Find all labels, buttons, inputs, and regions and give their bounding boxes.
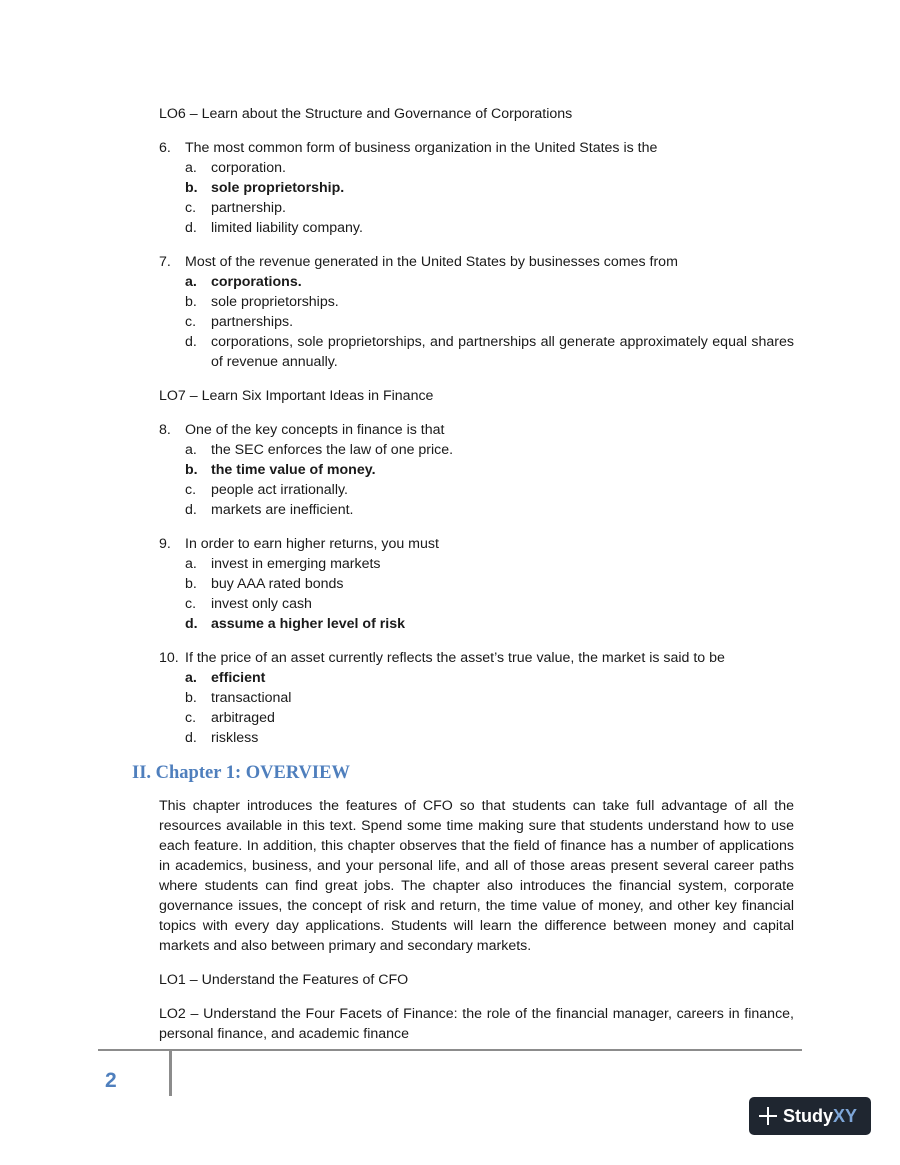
footer-vertical-divider <box>169 1051 172 1096</box>
option-text: sole proprietorships. <box>211 294 339 310</box>
question-stem <box>159 648 794 668</box>
option-text: corporation. <box>211 160 286 176</box>
option-d-correct <box>185 614 794 634</box>
option-text: limited liability company. <box>211 220 363 236</box>
option-text: the time value of money. <box>211 462 376 478</box>
option-text: assume a higher level of risk <box>211 616 405 632</box>
option-letter: a. <box>185 670 197 686</box>
question-text: In order to earn higher returns, you must <box>185 536 439 552</box>
option-text: riskless <box>211 730 259 746</box>
option-text: buy AAA rated bonds <box>211 576 344 592</box>
question-text: Most of the revenue generated in the United States by businesses comes from <box>185 254 678 270</box>
answer-options <box>159 554 794 634</box>
section-heading: II. Chapter 1: OVERVIEW <box>132 763 350 783</box>
option-letter: c. <box>185 200 197 216</box>
option-c <box>185 312 794 332</box>
question-6 <box>159 138 794 238</box>
option-letter: a. <box>185 160 197 176</box>
question-text: One of the key concepts in finance is that <box>185 422 445 438</box>
question-10 <box>159 648 794 748</box>
document-body <box>132 104 794 1058</box>
question-stem <box>159 420 794 440</box>
plus-icon <box>759 1107 777 1125</box>
option-letter: b. <box>185 180 198 196</box>
question-number: 9. <box>159 536 171 552</box>
option-d <box>185 728 794 748</box>
option-letter: c. <box>185 314 197 330</box>
option-text: invest only cash <box>211 596 312 612</box>
option-text: partnership. <box>211 200 286 216</box>
question-stem <box>159 534 794 554</box>
question-number: 6. <box>159 140 171 156</box>
learning-objective-lo1: LO1 – Understand the Features of CFO <box>159 972 409 988</box>
option-b <box>185 688 794 708</box>
option-b <box>185 574 794 594</box>
option-letter: a. <box>185 442 197 458</box>
learning-objective-lo7: LO7 – Learn Six Important Ideas in Finance <box>159 388 434 404</box>
option-text: sole proprietorship. <box>211 180 345 196</box>
option-letter: c. <box>185 482 197 498</box>
question-number: 10. <box>159 650 179 666</box>
option-text: partnerships. <box>211 314 294 330</box>
option-letter: c. <box>185 596 197 612</box>
brand-main: Study <box>783 1105 834 1126</box>
option-d <box>185 500 794 520</box>
option-b-correct <box>185 178 794 198</box>
question-number: 8. <box>159 422 171 438</box>
option-text: invest in emerging markets <box>211 556 381 572</box>
page-number: 2 <box>105 1069 117 1092</box>
question-9 <box>159 534 794 634</box>
footer-divider <box>98 1049 802 1051</box>
question-stem <box>159 138 794 158</box>
option-a <box>185 158 794 178</box>
option-text: markets are inefficient. <box>211 502 354 518</box>
option-text: efficient <box>211 670 266 686</box>
answer-options <box>159 272 794 372</box>
option-text: people act irrationally. <box>211 482 348 498</box>
option-c <box>185 198 794 218</box>
option-text: transactional <box>211 690 292 706</box>
option-letter: d. <box>185 616 198 632</box>
option-letter: b. <box>185 690 197 706</box>
overview-paragraph: This chapter introduces the features of CFO so that students can take full advantage of all the resources available in this text. Spend some time making sure that students understand how to use each feature. In addition, this chapter observes that the field of finance has a number of applications in academics, business, and your personal life, and all of those areas present several career paths where students can find great jobs. The chapter also introduces the financial system, corporate governance issues, the concept of risk and return, the time value of money, and other key financial topics with every day applications. Students will learn the difference between money and capital markets and also between primary and secondary markets. <box>159 798 794 954</box>
option-a <box>185 440 794 460</box>
option-a-correct <box>185 272 794 292</box>
option-letter: d. <box>185 730 197 746</box>
option-a-correct <box>185 668 794 688</box>
option-b-correct <box>185 460 794 480</box>
option-a <box>185 554 794 574</box>
option-d <box>185 218 794 238</box>
question-7 <box>159 252 794 372</box>
question-8 <box>159 420 794 520</box>
option-text: corporations, sole proprietorships, and partnerships all generate approximately equal shares of revenue annually. <box>211 334 794 370</box>
option-c <box>185 708 794 728</box>
option-letter: b. <box>185 462 198 478</box>
learning-objective-lo2: LO2 – Understand the Four Facets of Finance: the role of the financial manager, careers in finance, personal finance, and academic finance <box>159 1006 794 1042</box>
option-letter: b. <box>185 576 197 592</box>
question-text: The most common form of business organization in the United States is the <box>185 140 658 156</box>
answer-options <box>159 440 794 520</box>
option-letter: a. <box>185 274 197 290</box>
option-letter: d. <box>185 334 197 350</box>
brand-accent: XY <box>833 1105 858 1126</box>
option-c <box>185 480 794 500</box>
option-b <box>185 292 794 312</box>
answer-options <box>159 668 794 748</box>
option-letter: a. <box>185 556 197 572</box>
option-letter: c. <box>185 710 197 726</box>
brand-wordmark <box>783 1106 857 1127</box>
question-text: If the price of an asset currently reflects the asset’s true value, the market is said to be <box>185 650 725 666</box>
option-text: corporations. <box>211 274 302 290</box>
option-d <box>185 332 794 372</box>
question-stem <box>159 252 794 272</box>
question-number: 7. <box>159 254 171 270</box>
option-letter: d. <box>185 220 197 236</box>
option-text: the SEC enforces the law of one price. <box>211 442 454 458</box>
option-text: arbitraged <box>211 710 275 726</box>
answer-options <box>159 158 794 238</box>
studyxy-badge[interactable] <box>749 1097 871 1135</box>
option-letter: d. <box>185 502 197 518</box>
learning-objective-lo6: LO6 – Learn about the Structure and Governance of Corporations <box>159 106 573 122</box>
option-letter: b. <box>185 294 197 310</box>
option-c <box>185 594 794 614</box>
